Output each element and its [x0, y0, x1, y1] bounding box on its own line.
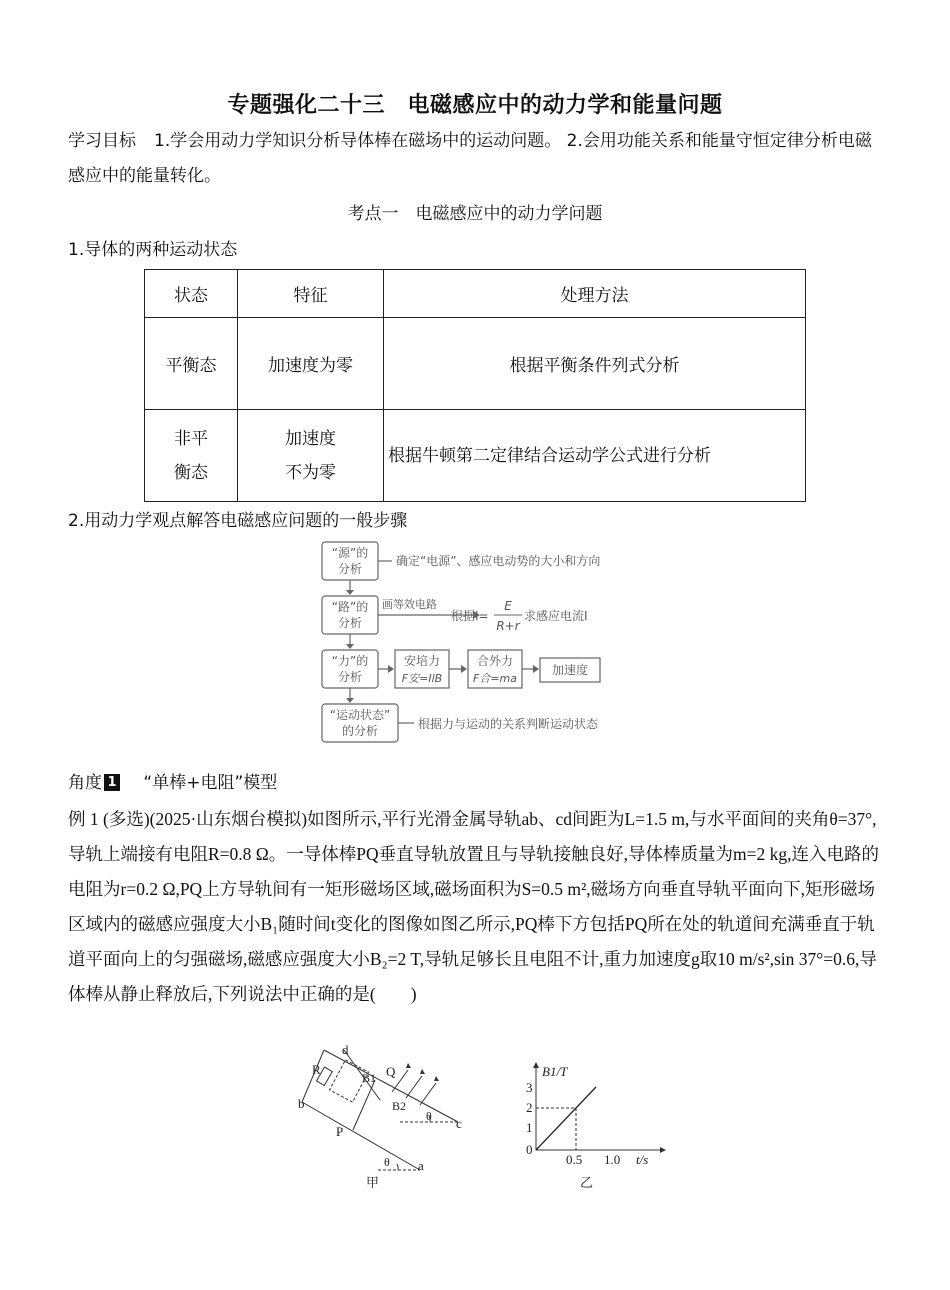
chart-ytick: 1: [526, 1120, 533, 1135]
fig-jia-label-Q: Q: [386, 1064, 396, 1079]
flow-box4-line2: 的分析: [341, 724, 379, 738]
subheading-states: 1.导体的两种运动状态: [68, 240, 238, 260]
example-tag: (多选): [103, 809, 150, 829]
fig-yi-caption: 乙: [580, 1176, 594, 1191]
table-cell: [145, 410, 238, 502]
example-text: 如图所示,平行光滑金属导轨ab、cd间距为L=1.5 m,与水平面间的夹角θ=37°,导轨上端接有电阻R=0.8 Ω。一导体棒PQ垂直导轨放置且与导轨接触良好,导体棒质量为m=2 kg,连入电路的电阻为r=0.2 Ω,PQ上方导轨间有一矩形磁场区域,磁场面积为S=0.5 m²,磁场方向垂直导轨平面向下,矩形磁场区域内的磁感应强度大小B₁随时间t变化的图像如图乙所示,PQ棒下方包括PQ所在处的轨道间充满垂直于轨道平面向上的匀强磁场,磁感应强度大小B₂=2 T,导轨足够长且电阻不计,重力加速度g取10 m/s²,sin 37°=0.6,导体棒从静止释放后,下列说法中正确的是( ): [68, 809, 880, 1004]
table-row: [145, 410, 806, 502]
cell-line: 非平: [174, 428, 208, 449]
table-row: [145, 318, 806, 410]
angle-model-name: “单棒+电阻”模型: [143, 773, 278, 793]
subheading-steps: 2.用动力学观点解答电磁感应问题的一般步骤: [68, 511, 408, 531]
cell-line: 衡态: [174, 462, 208, 483]
learning-objectives: [68, 124, 878, 194]
example-label: 例 1: [68, 809, 99, 829]
page-title: 专题强化二十三 电磁感应中的动力学和能量问题: [227, 93, 723, 118]
chart-xtick: 0.5: [566, 1152, 583, 1167]
table-cell: [238, 410, 384, 502]
chart-xtick: 1.0: [604, 1152, 621, 1167]
fig-jia-label-R: R: [312, 1062, 321, 1077]
chart-ytick: 2: [526, 1100, 533, 1115]
fig-jia-caption: 甲: [366, 1176, 380, 1191]
fig-jia-label-d: d: [342, 1042, 349, 1057]
flow-box2-line2: 分析: [337, 616, 363, 630]
table-header-feature: 特征: [238, 270, 384, 318]
chart-series-line: [536, 1087, 596, 1150]
flow-box1-line1: “源”的: [331, 546, 369, 560]
fig-jia-label-B2: B2: [392, 1099, 407, 1113]
chart-ylabel: B1/T: [542, 1064, 568, 1079]
fig-jia-label-b: b: [298, 1096, 305, 1111]
fig-jia-label-theta-top: θ: [426, 1109, 432, 1123]
table-cell: 平衡态: [145, 318, 238, 410]
flow-ampere-formula: F安=IlB: [401, 672, 443, 685]
flow-fraction-num: E: [504, 599, 512, 613]
flow-box4-note: 根据力与运动的关系判断运动状态: [418, 717, 599, 731]
table-cell: 加速度为零: [238, 318, 384, 410]
states-table: [144, 269, 806, 502]
table-cell: 根据牛顿第二定律结合运动学公式进行分析: [384, 410, 806, 502]
table-cell: 根据平衡条件列式分析: [384, 318, 806, 410]
flow-box2-note-post: 求感应电流I: [524, 609, 588, 623]
flow-box3-line2: 分析: [337, 670, 363, 684]
fig-jia-label-a: a: [418, 1158, 424, 1173]
angle-heading: [68, 768, 277, 793]
chart-ytick: 0: [526, 1142, 533, 1157]
flow-box4-line1: “运动状态”: [329, 708, 391, 722]
flow-box2-top: 画等效电路: [382, 598, 437, 611]
figure-jia: [302, 1050, 458, 1170]
steps-flowchart: [318, 540, 648, 746]
flow-box1-line2: 分析: [337, 562, 363, 576]
table-header-state: 状态: [145, 270, 238, 318]
fig-jia-label-B1: B1: [362, 1071, 377, 1085]
fig-jia-label-P: P: [336, 1124, 344, 1139]
cell-line: 不为零: [285, 462, 336, 483]
angle-number-badge: 1: [104, 774, 120, 791]
flow-box3-line1: “力”的: [331, 654, 369, 668]
objectives-text: 1.学会用动力学知识分析导体棒在磁场中的运动问题。 2.会用功能关系和能量守恒定律分析电磁感应中的能量转化。: [68, 131, 872, 186]
flow-net-force: 合外力: [476, 654, 514, 668]
flow-box1-note: 确定“电源”、感应电动势的大小和方向: [396, 554, 601, 568]
cell-line: 加速度: [285, 428, 336, 449]
flow-net-formula: F合=ma: [473, 672, 517, 685]
example-figures: [280, 1042, 680, 1202]
flow-ampere-force: 安培力: [403, 654, 441, 668]
chart-xlabel: t/s: [636, 1152, 649, 1167]
flow-acceleration: 加速度: [551, 663, 589, 677]
flow-box2-line1: “路”的: [331, 600, 369, 614]
objectives-label: 学习目标: [68, 131, 136, 151]
table-header-method: 处理方法: [384, 270, 806, 318]
chart-ytick: 3: [526, 1080, 533, 1095]
example-source: (2025·山东烟台模拟): [149, 809, 308, 829]
flow-fraction-den: R+r: [496, 619, 520, 633]
section-heading: 考点一 电磁感应中的动力学问题: [347, 204, 603, 224]
figure-yi-chart: [526, 1062, 666, 1191]
fig-jia-label-c: c: [456, 1116, 462, 1131]
flow-box2-note-pre: 根据I=: [451, 609, 489, 623]
example-1: [68, 802, 882, 1012]
angle-prefix: 角度: [68, 773, 102, 793]
fig-jia-label-theta-bottom: θ: [384, 1155, 390, 1169]
